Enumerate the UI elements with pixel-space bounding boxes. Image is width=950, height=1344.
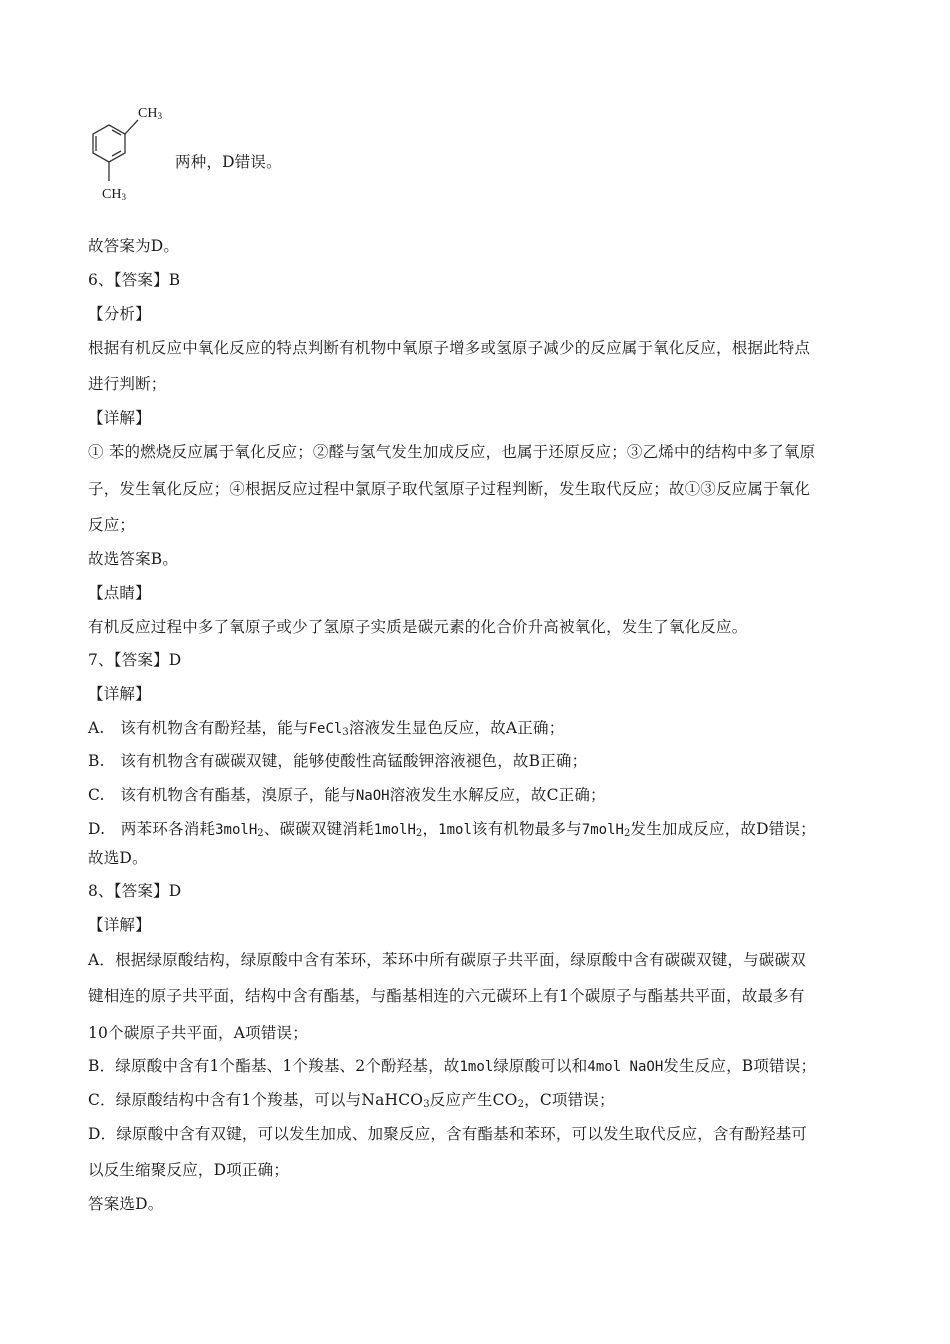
- methyl-label-top: $CH_3$: [138, 106, 162, 121]
- m-xylene-structure-diagram: [86, 103, 186, 213]
- q8-option-d-line-1: D．绿原酸中含有双键，可以发生加成、加聚反应，含有酯基和苯环，可以发生取代反应，含有酚羟基可: [88, 1125, 808, 1143]
- q8-conclusion: 答案选D。: [88, 1195, 164, 1213]
- q5-conclusion: 故答案为D。: [88, 237, 180, 255]
- q8-option-c: C．绿原酸结构中含有1个羧基，可以与NaHCO$_3$反应产生$CO_2$，C项错误；: [88, 1091, 615, 1110]
- q6-analysis-label: 【分析】: [88, 305, 151, 323]
- q6-note-label: 【点睛】: [88, 584, 151, 602]
- q7-option-c: C. 该有机物含有酯基，溴原子，能与NaOH溶液发生水解反应，故C正确；: [88, 786, 606, 804]
- structure-caption: 两种，D错误。: [175, 153, 282, 171]
- q7-detail-label: 【详解】: [88, 685, 151, 703]
- q6-analysis-line-1: 根据有机反应中氧化反应的特点判断有机物中氧原子增多或氢原子减少的反应属于氧化反应，根据此特点: [88, 339, 811, 357]
- q8-option-a-line-1: A．根据绿原酸结构，绿原酸中含有苯环，苯环中所有碳原子共平面，绿原酸中含有碳碳双键，与碳碳双: [88, 951, 806, 969]
- q7-conclusion: 故选D。: [88, 849, 148, 867]
- q8-option-d-line-2: 以反生缩聚反应，D项正确；: [88, 1161, 290, 1179]
- q6-note: 有机反应过程中多了氧原子或少了氢原子实质是碳元素的化合价升高被氧化，发生了氧化反应。: [88, 618, 748, 636]
- q7-option-b: B. 该有机物含有碳碳双键，能够使酸性高锰酸钾溶液褪色，故B正确；: [88, 752, 588, 770]
- q6-answer-heading: 6、【答案】B: [88, 271, 181, 289]
- q7-option-d: D. 两苯环各消耗3molH$_2$、碳碳双键消耗1molH$_2$，1mol该有机物最多与7molH$_2$发生加成反应，故D错误；: [88, 820, 816, 839]
- q8-detail-label: 【详解】: [88, 916, 151, 934]
- benzene-ring-drawing: [86, 103, 186, 213]
- q6-analysis-line-2: 进行判断；: [88, 375, 167, 393]
- q8-option-a-line-2: 键相连的原子共平面，结构中含有酯基，与酯基相连的六元碳环上有1个碳原子与酯基共平面，故最多有: [88, 987, 805, 1005]
- q6-detail-line-2: 子，发生氧化反应；④根据反应过程中氯原子取代氢原子过程判断，发生取代反应；故①③反应属于氧化: [88, 480, 811, 498]
- q8-option-a-line-3: 10个碳原子共平面，A项错误；: [88, 1024, 308, 1042]
- q8-answer-heading: 8、【答案】D: [88, 882, 182, 900]
- q7-answer-heading: 7、【答案】D: [88, 651, 182, 669]
- q6-detail-line-3: 反应；: [88, 516, 136, 534]
- q6-detail-label: 【详解】: [88, 409, 151, 427]
- methyl-label-bottom: $CH_3$: [102, 187, 126, 202]
- q7-option-a: A. 该有机物含有酚羟基，能与FeCl$_3$溶液发生显色反应，故A正确；: [88, 719, 565, 738]
- q6-conclusion: 故选答案B。: [88, 550, 179, 568]
- q6-detail-line-1: ① 苯的燃烧反应属于氧化反应；②醛与氢气发生加成反应，也属于还原反应；③乙烯中的结构中多了氧原: [88, 443, 816, 461]
- q8-option-b: B．绿原酸中含有1个酯基、1个羧基、2个酚羟基，故1mol绿原酸可以和4mol NaOH发生反应，B项错误；: [88, 1057, 817, 1075]
